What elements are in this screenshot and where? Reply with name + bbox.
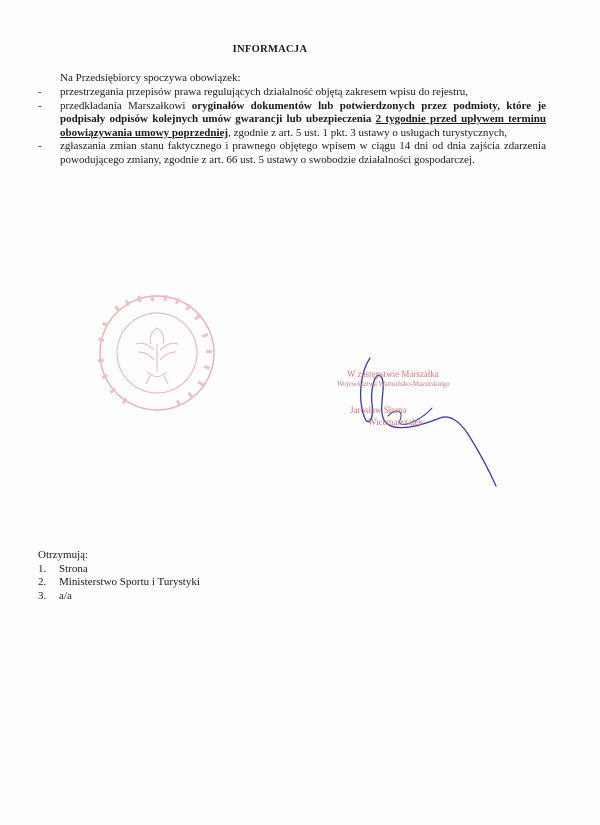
obligation-item <box>38 100 546 141</box>
recipient-item <box>38 590 200 604</box>
document-title: INFORMACJA <box>232 44 308 55</box>
obligation-text-pre: przedkładania Marszałkowi <box>60 99 192 112</box>
bullet-dash: - <box>38 140 42 152</box>
recipient-label: Ministerstwo Sportu i Turystyki <box>59 576 200 588</box>
obligation-text: zgłaszania zmian stanu faktycznego i prawnego objętego wpisem w ciągu 14 dni od dnia zajścia zdarzenia powodującego zmiany, zgodnie z art. 66 ust. 5 ustawy o swobodzie działalności gospodarczej. <box>60 140 546 166</box>
official-seal <box>96 292 218 414</box>
bullet-dash: - <box>38 86 42 98</box>
recipient-label: a/a <box>59 589 72 602</box>
recipient-item <box>38 576 200 590</box>
obligation-text <box>60 100 546 141</box>
recipients-heading: Otrzymują: <box>38 549 89 561</box>
obligation-text-bold: oryginałów dokumentów lub potwierdzonych przez podmioty, które je podpisały odpisów kolejnych umów gwarancji lub ubezpieczenia <box>60 99 546 125</box>
signature-stamp-line: W zastępstwie Marszałka <box>347 369 439 379</box>
obligation-text: przestrzegania przepisów prawa regulujących działalność objętą zakresem wpisu do rejestru, <box>60 86 469 98</box>
obligation-item <box>38 86 546 100</box>
recipient-item <box>38 563 200 577</box>
obligation-text-post: , zgodnie z art. 5 ust. 1 pkt. 3 ustawy o usługach turystycznych, <box>228 126 507 139</box>
recipient-number: 3. <box>38 589 47 602</box>
signature-stamp-line: Wicemarszałek <box>368 417 424 427</box>
obligation-deadline: 2 tygodnie przed upływem terminu obowiązywania umowy poprzedniej <box>60 113 546 139</box>
signature-stamp-line: Województwa Warmińsko-Mazurskiego <box>337 380 450 388</box>
obligation-item <box>38 140 546 167</box>
recipients-list <box>38 563 200 604</box>
obligations-list <box>38 86 546 167</box>
intro-text: Na Przedsiębiorcy spoczywa obowiązek: <box>60 72 241 84</box>
recipient-number: 2. <box>38 576 47 588</box>
recipient-label: Strona <box>59 562 88 575</box>
recipients-section <box>38 549 200 603</box>
bullet-dash: - <box>38 99 42 112</box>
recipient-number: 1. <box>38 562 47 575</box>
signature-stamp-line: Jarosław Słoma <box>350 405 407 415</box>
